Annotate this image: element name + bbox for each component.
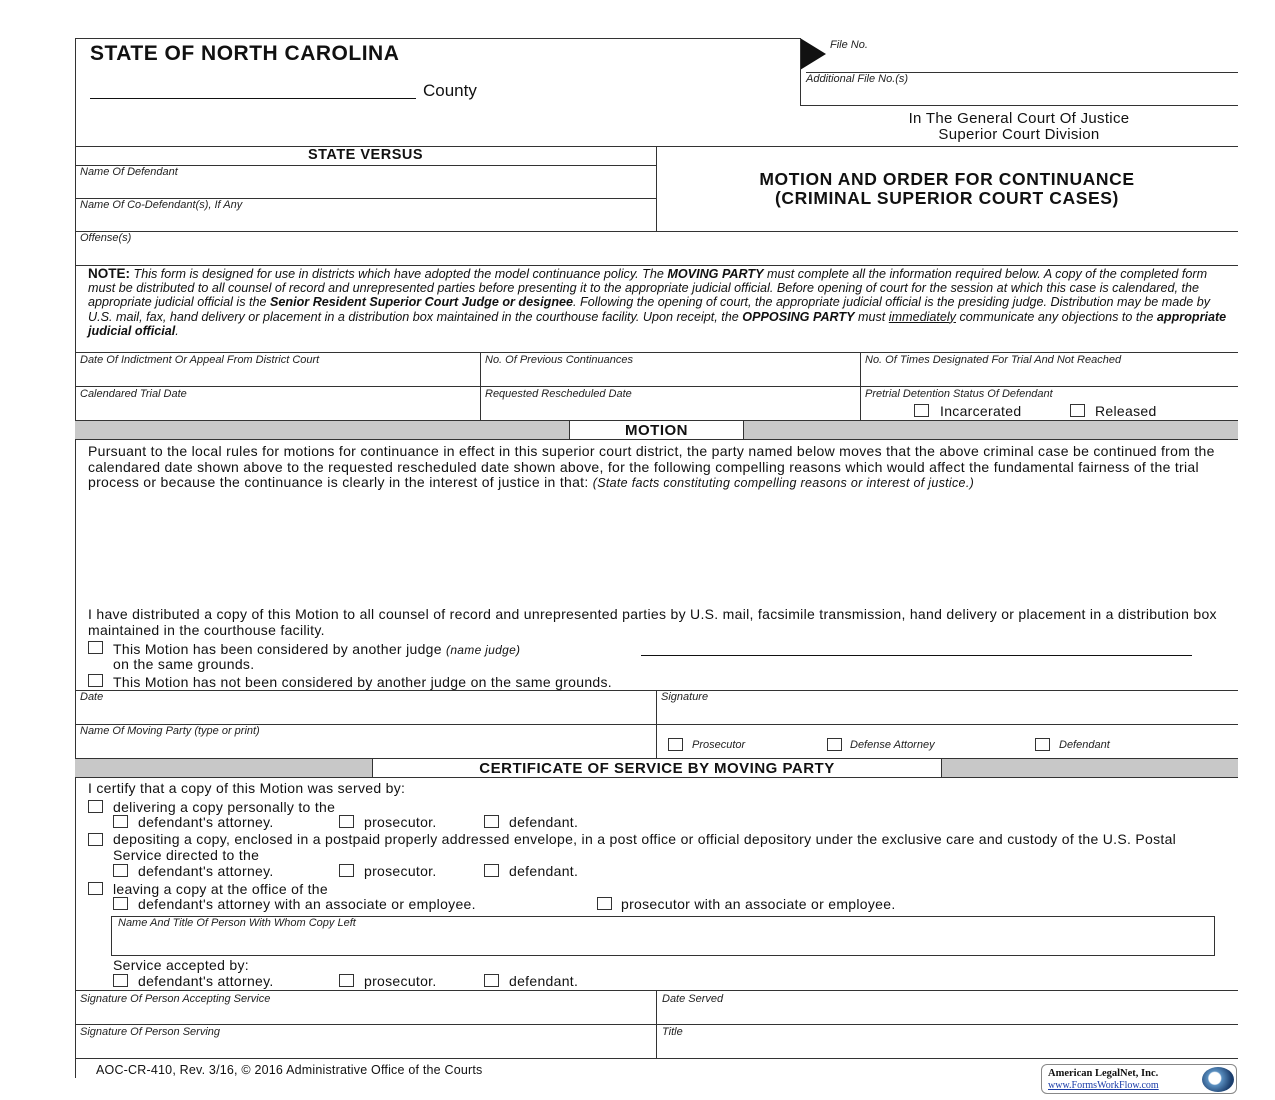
accepted-by-label: Service accepted by: — [113, 957, 249, 973]
divider — [75, 352, 1238, 353]
depositing-defendant-checkbox[interactable] — [484, 864, 499, 877]
sig-serving-label: Signature Of Person Serving — [80, 1026, 221, 1038]
requested-date-label: Requested Rescheduled Date — [485, 388, 632, 400]
co-defendant-label: Name Of Co-Defendant(s), If Any — [80, 199, 243, 211]
delivering-checkbox[interactable] — [88, 800, 103, 813]
divider — [75, 1058, 1238, 1059]
motion-text — [88, 444, 1228, 492]
released-checkbox[interactable] — [1070, 404, 1085, 417]
divider — [75, 231, 1238, 232]
defendant-field[interactable] — [80, 180, 650, 197]
prosecutor-label: prosecutor. — [364, 973, 437, 989]
date-label: Date — [80, 691, 104, 703]
globe-logo-icon — [1202, 1067, 1234, 1092]
defendant-label: defendant. — [509, 863, 579, 879]
delivering-prosecutor-checkbox[interactable] — [339, 815, 354, 828]
date-field[interactable] — [80, 705, 650, 723]
note-part: must — [854, 309, 889, 324]
divider — [75, 265, 1238, 266]
depositing-def-attorney-checkbox[interactable] — [113, 864, 128, 877]
prosecutor-checkbox[interactable] — [668, 738, 683, 751]
divider — [75, 38, 800, 39]
brand-url[interactable]: www.FormsWorkFlow.com — [1048, 1080, 1159, 1091]
same-grounds-text: on the same grounds. — [113, 656, 255, 672]
date-served-label: Date Served — [662, 993, 724, 1005]
file-no-label: File No. — [830, 39, 868, 51]
accepted-def-attorney-checkbox[interactable] — [113, 974, 128, 987]
certificate-heading: CERTIFICATE OF SERVICE BY MOVING PARTY — [372, 758, 942, 778]
defendant-label: Defendant — [1059, 739, 1110, 751]
reasons-field[interactable] — [88, 508, 1228, 603]
leaving-checkbox[interactable] — [88, 882, 103, 895]
form-id: AOC-CR-410, Rev. 3/16, © 2016 Administrative Office of the Courts — [96, 1063, 483, 1077]
leaving-def-attorney-checkbox[interactable] — [113, 897, 128, 910]
defendant-label: defendant. — [509, 973, 579, 989]
defense-attorney-label: Defense Attorney — [850, 739, 935, 751]
defendant-label: defendant. — [509, 814, 579, 830]
def-attorney-assoc-label: defendant's attorney with an associate or employee. — [138, 896, 476, 912]
court-line-1: In The General Court Of Justice — [908, 110, 1130, 127]
signature-field[interactable] — [661, 705, 1231, 723]
note-part: Senior Resident Superior Court Judge or designee — [270, 295, 574, 310]
arrow-icon — [800, 38, 826, 70]
additional-file-no-label: Additional File No.(s) — [806, 73, 909, 85]
sig-serving-field[interactable] — [80, 1039, 650, 1056]
signature-label: Signature — [661, 691, 709, 703]
defendant-checkbox[interactable] — [1035, 738, 1050, 751]
judge-name-field[interactable] — [641, 655, 1192, 656]
def-attorney-label: defendant's attorney. — [138, 973, 274, 989]
prev-continuances-label: No. Of Previous Continuances — [485, 354, 633, 366]
defense-attorney-checkbox[interactable] — [827, 738, 842, 751]
note-label: NOTE: — [88, 266, 130, 281]
note-part: must complete all the information required below. A copy of the completed form must be distributed to all counsel of record and unrepresented parties before presenting it to the appropriate judicial official. Before opening of court for the session at which this case is calendared, the appropriate judicial official is the — [88, 267, 1208, 310]
note-part: This form is designed for use in districts which have adopted the model continuance policy. The — [130, 267, 668, 281]
considered-checkbox[interactable] — [88, 641, 103, 654]
title-line-2: (CRIMINAL SUPERIOR COURT CASES) — [775, 188, 1119, 208]
title-label: Title — [662, 1026, 683, 1038]
county-field[interactable] — [90, 98, 416, 99]
prev-continuances-field[interactable] — [485, 368, 855, 385]
considered-text: This Motion has been considered by another judge — [113, 641, 442, 657]
motion-section-bar — [75, 420, 1238, 440]
moving-party-label: Name Of Moving Party (type or print) — [80, 725, 260, 737]
calendared-date-field[interactable] — [80, 402, 475, 419]
motion-body: Pursuant to the local rules for motions for continuance in effect in this superior court district, the party named below moves that the above criminal case be continued from the calendared date shown above to the requested rescheduled date shown above, for the following compelling reasons which would affect the fundamental fairness of the trial process or because the continuance is clearly in the interest of justice in that: — [88, 443, 1215, 490]
sig-accepting-label: Signature Of Person Accepting Service — [80, 993, 271, 1005]
certificate-section-bar — [75, 758, 1238, 778]
note-part: OPPOSING PARTY — [742, 309, 855, 324]
accepted-defendant-checkbox[interactable] — [484, 974, 499, 987]
note-part: appropriate judicial official — [88, 309, 1227, 338]
prosecutor-label: prosecutor. — [364, 814, 437, 830]
def-attorney-label: defendant's attorney. — [138, 814, 274, 830]
delivering-def-attorney-checkbox[interactable] — [113, 815, 128, 828]
title-field[interactable] — [662, 1039, 1232, 1056]
court-line-2: Superior Court Division — [938, 126, 1100, 143]
depositing-checkbox[interactable] — [88, 833, 103, 846]
state-versus-heading: STATE VERSUS — [307, 147, 424, 163]
requested-date-field[interactable] — [485, 402, 855, 419]
divider — [800, 105, 1238, 106]
note-part: MOVING PARTY — [667, 267, 764, 281]
county-label: County — [423, 81, 477, 100]
form-title — [656, 170, 1238, 208]
accepted-prosecutor-checkbox[interactable] — [339, 974, 354, 987]
considered-label — [113, 641, 520, 657]
incarcerated-label: Incarcerated — [940, 403, 1022, 419]
form-border-left — [75, 38, 76, 1078]
delivering-label: delivering a copy personally to the — [113, 799, 336, 815]
note-part: . Following the opening of court, the appropriate judicial official is the presiding judge. Distribution may be made by U.S. mail, fax, hand delivery or placement in a distribution box maintained in the courthouse facility. Upon receipt, the — [88, 295, 1211, 324]
date-indictment-field[interactable] — [80, 368, 475, 385]
not-considered-checkbox[interactable] — [88, 674, 103, 687]
depositing-prosecutor-checkbox[interactable] — [339, 864, 354, 877]
not-considered-label: This Motion has not been considered by another judge on the same grounds. — [113, 674, 612, 690]
note-text — [88, 267, 1228, 338]
pretrial-status-label: Pretrial Detention Status Of Defendant — [865, 388, 1053, 400]
def-attorney-label: defendant's attorney. — [138, 863, 274, 879]
prosecutor-label: prosecutor. — [364, 863, 437, 879]
brand-name: American LegalNet, Inc. — [1048, 1068, 1159, 1079]
additional-file-no-field[interactable] — [806, 86, 1236, 104]
name-title-label: Name And Title Of Person With Whom Copy Left — [118, 917, 356, 929]
date-indictment-label: Date Of Indictment Or Appeal From District Court — [80, 354, 320, 366]
divider — [75, 1024, 1238, 1025]
file-no-field[interactable] — [830, 52, 1230, 70]
note-part: immediately — [888, 309, 956, 324]
name-judge-hint: (name judge) — [446, 643, 521, 657]
divider — [800, 38, 801, 106]
co-defendant-field[interactable] — [80, 213, 650, 230]
calendared-date-label: Calendared Trial Date — [80, 388, 187, 400]
motion-heading: MOTION — [569, 420, 744, 440]
sig-accepting-field[interactable] — [80, 1006, 650, 1022]
brand-badge[interactable] — [1041, 1064, 1237, 1094]
distributed-text: I have distributed a copy of this Motion to all counsel of record and unrepresented parties by U.S. mail, facsimile transmission, hand delivery or placement in a distribution box maintained in the courthouse facility. — [88, 606, 1217, 638]
times-designated-label: No. Of Times Designated For Trial And Not Reached — [865, 354, 1122, 366]
name-title-field[interactable] — [111, 916, 1215, 956]
certify-intro: I certify that a copy of this Motion was served by: — [88, 780, 406, 796]
released-label: Released — [1095, 403, 1157, 419]
title-line-1: MOTION AND ORDER FOR CONTINUANCE — [759, 169, 1135, 189]
leaving-prosecutor-checkbox[interactable] — [597, 897, 612, 910]
prosecutor-assoc-label: prosecutor with an associate or employee. — [621, 896, 896, 912]
times-designated-field[interactable] — [865, 368, 1235, 385]
offense-field[interactable] — [80, 246, 1230, 264]
incarcerated-checkbox[interactable] — [914, 404, 929, 417]
delivering-defendant-checkbox[interactable] — [484, 815, 499, 828]
note-part: . — [175, 323, 179, 338]
prosecutor-label: Prosecutor — [692, 739, 746, 751]
state-heading: STATE OF NORTH CAROLINA — [90, 42, 400, 65]
defendant-label: Name Of Defendant — [80, 166, 178, 178]
note-part: communicate any objections to the — [955, 309, 1157, 324]
moving-party-field[interactable] — [80, 739, 650, 757]
offense-label: Offense(s) — [80, 232, 132, 244]
date-served-field[interactable] — [662, 1006, 1232, 1022]
leaving-label: leaving a copy at the office of the — [113, 881, 328, 897]
depositing-label: depositing a copy, enclosed in a postpaid properly addressed envelope, in a post office or official depository under the exclusive care and custody of the U.S. Postal Service directed to the — [113, 831, 1177, 863]
divider — [75, 386, 1238, 387]
motion-hint: (State facts constituting compelling reasons or interest of justice.) — [592, 476, 975, 490]
